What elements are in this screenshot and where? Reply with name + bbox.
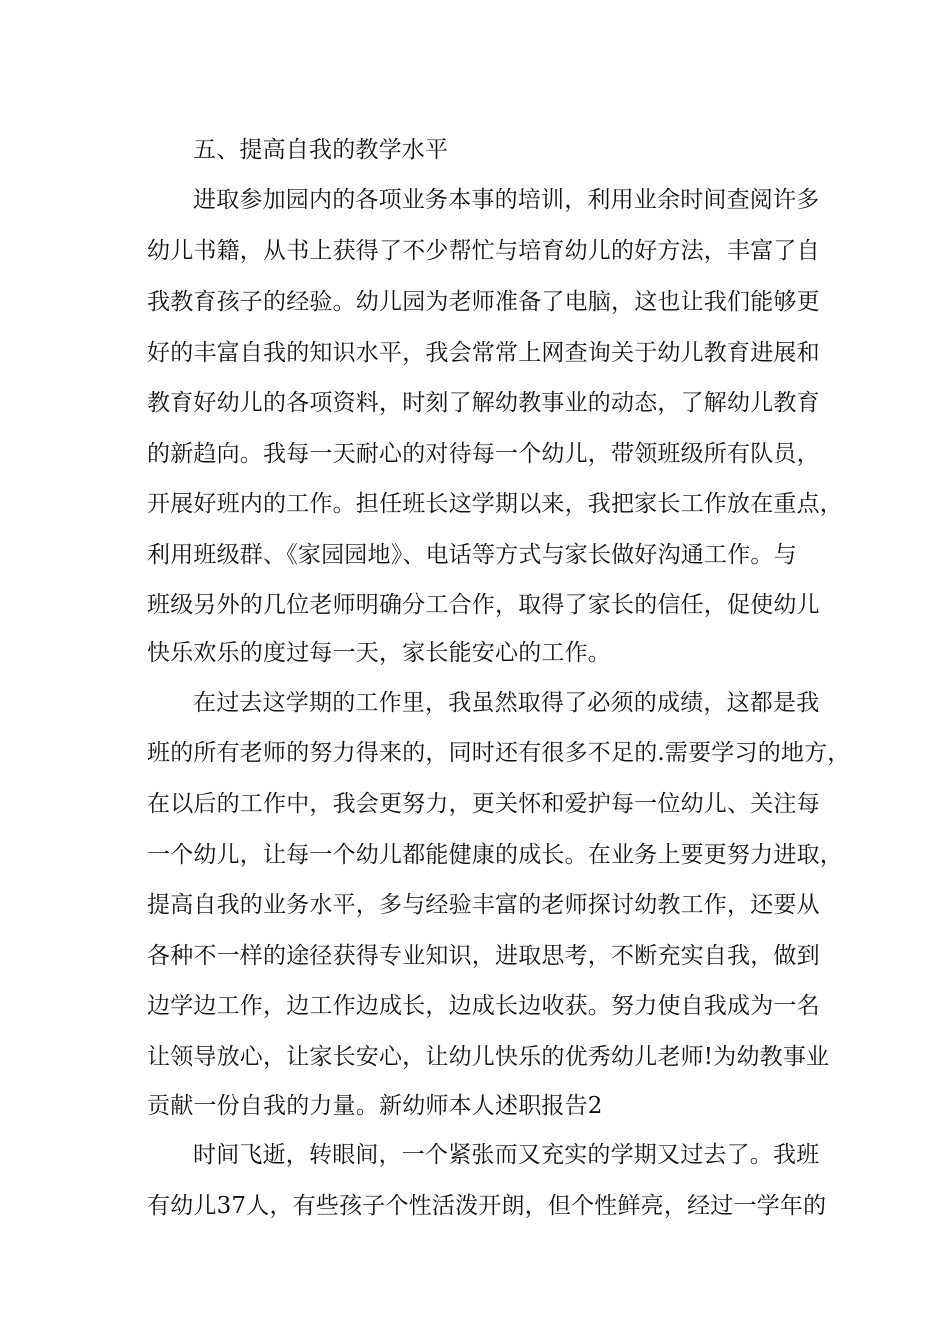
paragraph-line: 一个幼儿，让每一个幼儿都能健康的成长。在业务上要更努力进取， <box>147 842 843 868</box>
paragraph-line: 在以后的工作中，我会更努力，更关怀和爱护每一位幼儿、关注每 <box>147 791 820 817</box>
paragraph-line: 开展好班内的工作。担任班长这学期以来，我把家长工作放在重点， <box>147 491 843 517</box>
paragraph-line: 教育好幼儿的各项资料，时刻了解幼教事业的动态，了解幼儿教育 <box>147 390 820 416</box>
paragraph-line: 我教育孩子的经验。幼儿园为老师准备了电脑，这也让我们能够更 <box>147 289 820 315</box>
paragraph-line: 贡献一份自我的力量。新幼师本人述职报告2 <box>147 1093 603 1119</box>
paragraph-line: 利用班级群、《家园园地》、电话等方式与家长做好沟通工作。与 <box>147 542 797 568</box>
paragraph-line: 进取参加园内的各项业务本事的培训，利用业余时间查阅许多 <box>193 187 820 213</box>
paragraph-line: 各种不一样的途径获得专业知识，进取思考，不断充实自我，做到 <box>147 943 820 969</box>
paragraph-line: 在过去这学期的工作里，我虽然取得了必须的成绩，这都是我 <box>193 690 820 716</box>
paragraph-line: 边学边工作，边工作边成长，边成长边收获。努力使自我成为一名 <box>147 993 820 1019</box>
section-heading: 五、提高自我的教学水平 <box>193 137 449 163</box>
paragraph-line: 班级另外的几位老师明确分工合作，取得了家长的信任，促使幼儿 <box>147 592 820 618</box>
paragraph-line: 的新趋向。我每一天耐心的对待每一个幼儿，带领班级所有队员， <box>147 441 820 467</box>
paragraph-line: 班的所有老师的努力得来的，同时还有很多不足的.需要学习的地方， <box>147 740 851 766</box>
paragraph-line: 让领导放心，让家长安心，让幼儿快乐的优秀幼儿老师!为幼教事业 <box>147 1044 830 1070</box>
paragraph-line: 快乐欢乐的度过每一天，家长能安心的工作。 <box>147 640 611 666</box>
paragraph-line: 有幼儿37人，有些孩子个性活泼开朗，但个性鲜亮，经过一学年的 <box>147 1193 827 1219</box>
paragraph-line: 好的丰富自我的知识水平，我会常常上网查询关于幼儿教育进展和 <box>147 340 820 366</box>
paragraph-line: 时间飞逝，转眼间，一个紧张而又充实的学期又过去了。我班 <box>193 1142 820 1168</box>
paragraph-line: 幼儿书籍，从书上获得了不少帮忙与培育幼儿的好方法，丰富了自 <box>147 238 820 264</box>
paragraph-line: 提高自我的业务水平，多与经验丰富的老师探讨幼教工作，还要从 <box>147 892 820 918</box>
